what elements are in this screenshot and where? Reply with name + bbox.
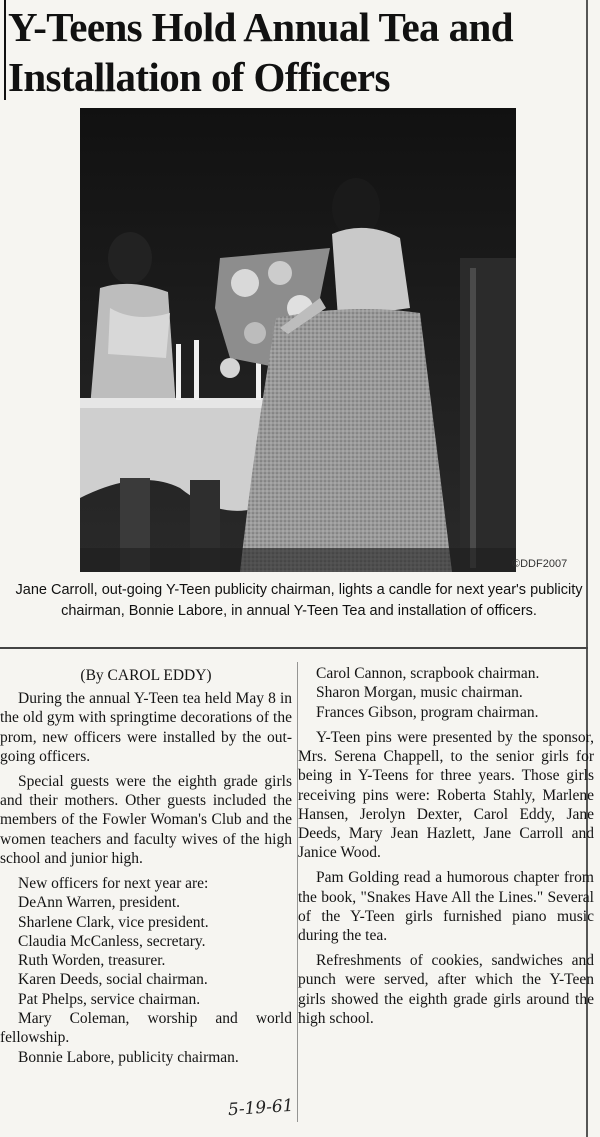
left-border-rule bbox=[4, 0, 6, 100]
section-divider bbox=[0, 647, 588, 649]
list-item: Frances Gibson, program chairman. bbox=[316, 703, 539, 721]
list-item: Karen Deeds, social chairman. bbox=[18, 971, 208, 989]
article-column-right bbox=[298, 664, 594, 1034]
list-item: DeAnn Warren, president. bbox=[18, 894, 181, 912]
list-item: Ruth Worden, treasurer. bbox=[18, 952, 166, 970]
list-item: Pat Phelps, service chairman. bbox=[18, 990, 201, 1008]
officer-list-continued bbox=[298, 664, 594, 722]
article-paragraph: Pam Golding read a humorous chapter from the book, "Snakes Have All the Lines." Several of the Y-Teen girls furnished piano music during the tea. bbox=[298, 869, 594, 944]
byline: (By CAROL EDDY) bbox=[80, 667, 212, 684]
list-item: Claudia McCanless, secretary. bbox=[18, 932, 206, 950]
headline: Y-Teens Hold Annual Tea and Installation of Officers bbox=[8, 4, 513, 100]
list-item: Mary Coleman, worship and world fellowship. bbox=[0, 1010, 292, 1047]
list-item: Sharlene Clark, vice president. bbox=[18, 913, 209, 931]
article-paragraph: Refreshments of cookies, sandwiches and punch were served, after which the Y-Teen girls showed the eighth grade girls around the high school. bbox=[298, 952, 594, 1027]
article-paragraph: Y-Teen pins were presented by the sponsor, Mrs. Serena Chappell, to the senior girls for being in Y-Teens for three years. Those girls receiving pins were: Roberta Stahly, Marlene Hansen, Jerolyn Dexter, Carol Eddy, Jane Deeds, Mary Jean Hazlett, Jane Carroll and Janice Wood. bbox=[298, 728, 594, 862]
officer-list bbox=[0, 893, 292, 1067]
list-item: Bonnie Labore, publicity chairman. bbox=[18, 1048, 239, 1066]
article-paragraph: New officers for next year are: bbox=[18, 875, 209, 893]
candle-lighting-photo bbox=[80, 108, 516, 572]
list-item: Sharon Morgan, music chairman. bbox=[316, 684, 523, 702]
article-column-left bbox=[0, 662, 292, 1067]
copyright-watermark: ©DDF2007 bbox=[512, 558, 568, 570]
article-paragraph: Special guests were the eighth grade girls and their mothers. Other guests included the members of the Fowler Woman's Club and the women teachers and faculty wives of the high school and junior high. bbox=[0, 773, 292, 867]
handwritten-date: 5-19-61 bbox=[227, 1095, 295, 1121]
photo-caption: Jane Carroll, out-going Y-Teen publicity chairman, lights a candle for next year's publicity chairman, Bonnie Labore, in annual Y-Teen Tea and installation of officers. bbox=[15, 582, 583, 619]
article-paragraph: During the annual Y-Teen tea held May 8 in the old gym with springtime decorations of the prom, new officers were installed by the out-going officers. bbox=[0, 690, 292, 765]
list-item: Carol Cannon, scrapbook chairman. bbox=[316, 665, 540, 682]
